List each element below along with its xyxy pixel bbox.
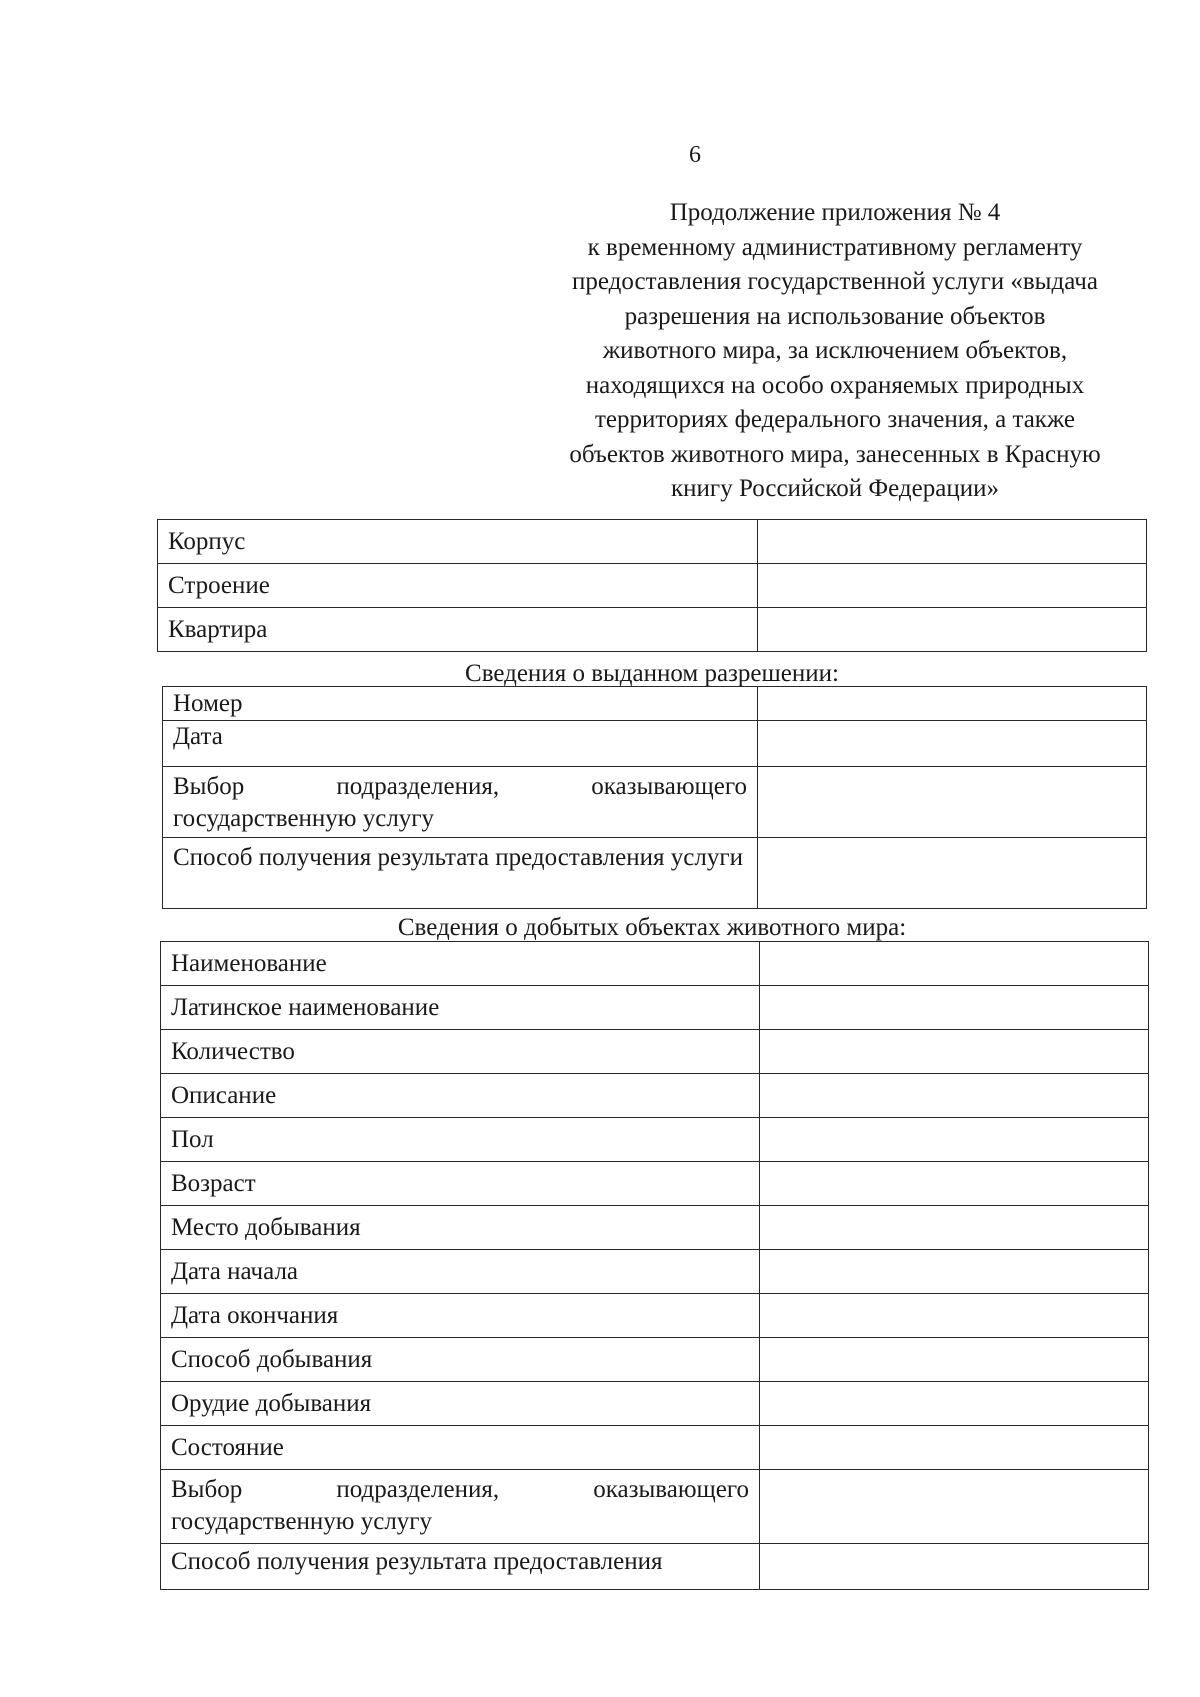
row-label-start-date: Дата начала bbox=[161, 1250, 760, 1294]
table-row bbox=[161, 1294, 1149, 1338]
row-value-apartment[interactable] bbox=[758, 608, 1147, 652]
row-label-name: Наименование bbox=[161, 942, 760, 986]
row-label-hunting-method: Способ добывания bbox=[161, 1338, 760, 1382]
row-value-start-date[interactable] bbox=[760, 1250, 1149, 1294]
address-table bbox=[157, 519, 1147, 652]
row-label-apartment: Квартира bbox=[158, 608, 758, 652]
row-value-latin-name[interactable] bbox=[760, 986, 1149, 1030]
row-label-number: Номер bbox=[163, 687, 758, 721]
row-value-delivery-method[interactable] bbox=[758, 838, 1147, 909]
table-row bbox=[161, 1470, 1149, 1544]
table-row bbox=[158, 608, 1147, 652]
row-label-description: Описание bbox=[161, 1074, 760, 1118]
table-row bbox=[161, 1074, 1149, 1118]
permit-section-heading: Сведения о выданном разрешении: bbox=[465, 660, 839, 687]
row-value-quantity[interactable] bbox=[760, 1030, 1149, 1074]
row-value-number[interactable] bbox=[758, 687, 1147, 721]
page-number: 6 bbox=[689, 142, 701, 168]
row-value-delivery-method[interactable] bbox=[760, 1544, 1149, 1590]
row-value-department[interactable] bbox=[760, 1470, 1149, 1544]
header-line: к временному административному регламенту bbox=[587, 233, 1083, 261]
row-label-hunting-place: Место добывания bbox=[161, 1206, 760, 1250]
table-row bbox=[161, 1162, 1149, 1206]
row-value-building[interactable] bbox=[758, 520, 1147, 564]
header-line: Продолжение приложения № 4 bbox=[669, 199, 1001, 226]
table-row bbox=[161, 986, 1149, 1030]
row-label-latin-name: Латинское наименование bbox=[161, 986, 760, 1030]
row-value-department[interactable] bbox=[758, 767, 1147, 838]
table-row bbox=[161, 1250, 1149, 1294]
table-row bbox=[163, 838, 1147, 909]
row-value-sex[interactable] bbox=[760, 1118, 1149, 1162]
table-row bbox=[161, 1382, 1149, 1426]
table-row bbox=[163, 767, 1147, 838]
row-value-end-date[interactable] bbox=[760, 1294, 1149, 1338]
row-value-hunting-method[interactable] bbox=[760, 1338, 1149, 1382]
row-value-hunting-place[interactable] bbox=[760, 1206, 1149, 1250]
row-label-age: Возраст bbox=[161, 1162, 760, 1206]
row-label-end-date: Дата окончания bbox=[161, 1294, 760, 1338]
permit-table bbox=[162, 686, 1147, 909]
table-row bbox=[158, 564, 1147, 608]
header-line: животного мира, за исключением объектов, bbox=[602, 337, 1068, 364]
table-row bbox=[158, 520, 1147, 564]
animals-section-heading: Сведения о добытых объектах животного мира: bbox=[397, 914, 907, 941]
header-line: предоставления государственной услуги «выдача bbox=[572, 268, 1098, 295]
row-value-hunting-tool[interactable] bbox=[760, 1382, 1149, 1426]
row-label-delivery-method: Способ получения результата предоставления bbox=[161, 1544, 760, 1590]
header-line: объектов животного мира, занесенных в Красную bbox=[569, 440, 1101, 468]
row-label-condition: Состояние bbox=[161, 1426, 760, 1470]
header-line: книгу Российской Федерации» bbox=[671, 475, 999, 502]
row-value-condition[interactable] bbox=[760, 1426, 1149, 1470]
table-row bbox=[163, 721, 1147, 767]
table-row bbox=[161, 1206, 1149, 1250]
appendix-header bbox=[520, 196, 1150, 507]
row-value-age[interactable] bbox=[760, 1162, 1149, 1206]
row-label-building: Корпус bbox=[158, 520, 758, 564]
animals-table bbox=[160, 941, 1149, 1590]
row-label-delivery-method: Способ получения результата предоставления услуги bbox=[163, 838, 758, 909]
row-label-sex: Пол bbox=[161, 1118, 760, 1162]
header-line: разрешения на использование объектов bbox=[624, 302, 1046, 330]
row-label-date: Дата bbox=[163, 721, 758, 767]
header-line: территориях федерального значения, а также bbox=[595, 406, 1075, 433]
row-label-quantity: Количество bbox=[161, 1030, 760, 1074]
table-row bbox=[161, 1544, 1149, 1590]
row-label-department: Выбор подразделения, оказывающего государственную услугу bbox=[161, 1470, 760, 1544]
row-label-hunting-tool: Орудие добывания bbox=[161, 1382, 760, 1426]
row-value-description[interactable] bbox=[760, 1074, 1149, 1118]
table-row bbox=[161, 1118, 1149, 1162]
header-line: находящихся на особо охраняемых природных bbox=[585, 371, 1085, 399]
row-value-name[interactable] bbox=[760, 942, 1149, 986]
table-row bbox=[161, 1426, 1149, 1470]
table-row bbox=[161, 1030, 1149, 1074]
row-label-structure: Строение bbox=[158, 564, 758, 608]
row-label-department: Выбор подразделения, оказывающего государственную услугу bbox=[163, 767, 758, 838]
row-value-structure[interactable] bbox=[758, 564, 1147, 608]
table-row bbox=[161, 942, 1149, 986]
table-row bbox=[163, 687, 1147, 721]
table-row bbox=[161, 1338, 1149, 1382]
row-value-date[interactable] bbox=[758, 721, 1147, 767]
